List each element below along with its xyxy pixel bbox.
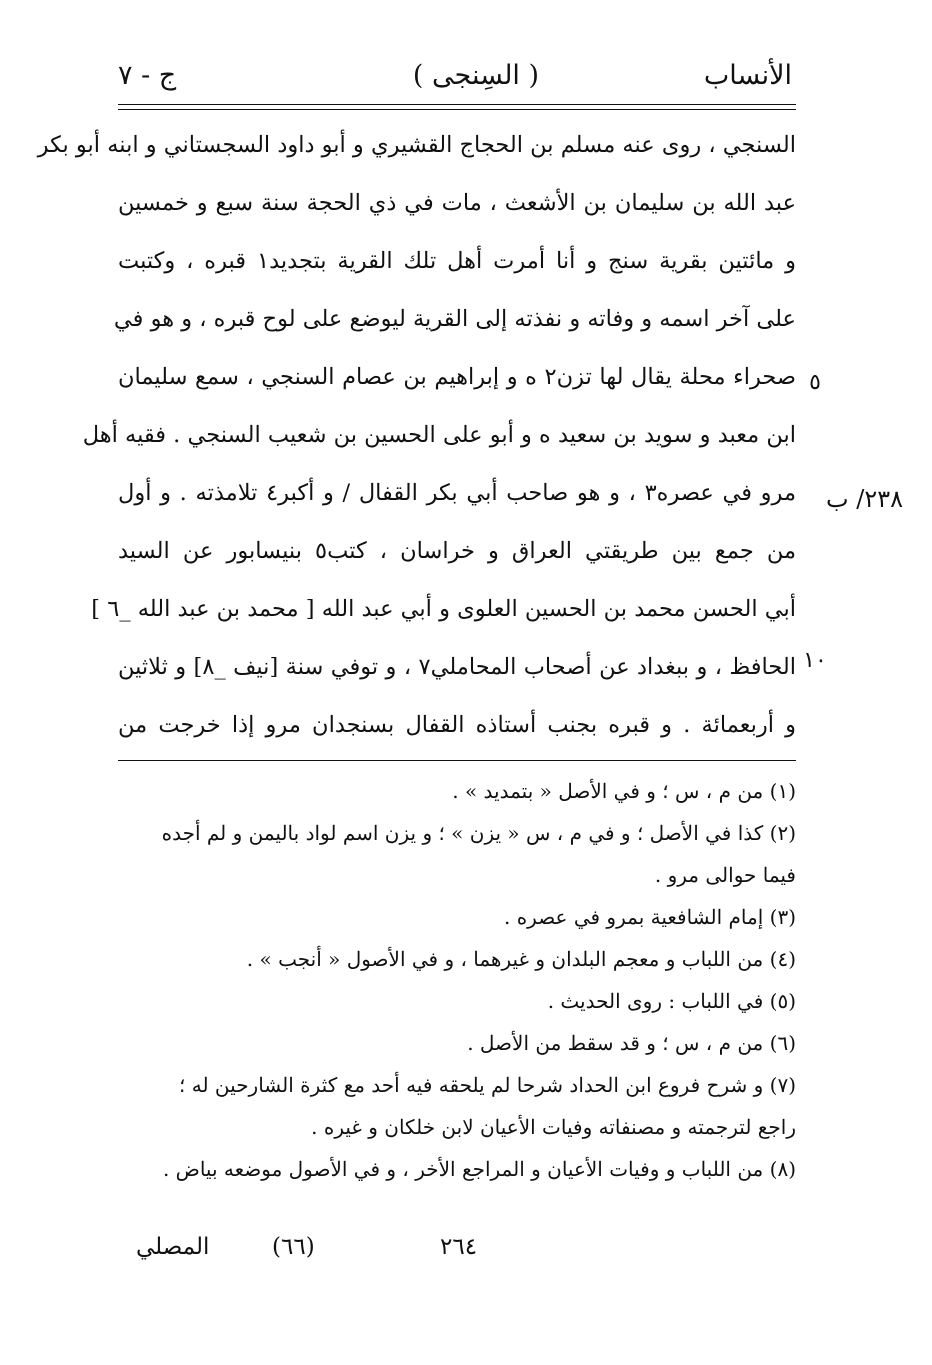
- footnote: (١) من م ، س ؛ و في الأصل « بتمديد » .: [452, 779, 796, 803]
- running-head-book-title: الأنساب: [703, 60, 792, 91]
- footnote-rule: [118, 760, 796, 761]
- text-line: على آخر اسمه و وفاته و نفذته إلى القرية ليوضع على لوح قبره ، و هو في: [113, 306, 796, 332]
- header-rule: [118, 104, 796, 105]
- signature-number: (٦٦): [272, 1234, 315, 1260]
- line-number-5: ٥: [809, 370, 821, 395]
- footnote: (٥) في اللباب : روى الحديث .: [547, 989, 796, 1013]
- text-line: من جمع بين طريقتي العراق و خراسان ، كتب٥ بنيسابور عن السيد: [118, 538, 797, 564]
- running-head-entry: ( السِنجى ): [412, 60, 540, 91]
- footnote: (٦) من م ، س ؛ و قد سقط من الأصل .: [467, 1031, 796, 1055]
- main-text: [37, 122, 797, 760]
- text-line: صحراء محلة يقال لها تزن٢ ه و إبراهيم بن عصام السنجي ، سمع سليمان: [118, 364, 796, 390]
- header-rule-double: [118, 109, 796, 110]
- text-line: أبي الحسن محمد بن الحسين العلوى و أبي عبد الله [ محمد بن عبد الله _٦ ]: [91, 596, 796, 622]
- line-number-10: ١٠: [803, 648, 827, 673]
- footnote: (٨) من اللباب و وفيات الأعيان و المراجع الأخر ، و في الأصول موضعه بياض .: [162, 1157, 796, 1181]
- text-line: الحافظ ، و ببغداد عن أصحاب المحاملي٧ ، و توفي سنة [نيف _٨] و ثلاثين: [118, 654, 796, 680]
- footnote: (٧) و شرح فروع ابن الحداد شرحا لم يلحقه فيه أحد مع كثرة الشارحين له ؛: [179, 1073, 796, 1097]
- footnote: (٤) من اللباب و معجم البلدان و غيرهما ، و في الأصول « أنجب » .: [246, 947, 796, 971]
- text-line: مرو في عصره٣ ، و هو صاحب أبي بكر القفال / و أكبر٤ تلامذته . و أول: [118, 480, 797, 506]
- text-line: عبد الله بن سليمان بن الأشعث ، مات في ذي الحجة سنة سبع و خمسين: [118, 190, 796, 216]
- running-head-volume: ج - ٧: [118, 60, 177, 91]
- footnote-continuation: راجع لترجمته و مصنفاته وفيات الأعيان لابن خلكان و غيره .: [311, 1115, 796, 1139]
- page-number: ٢٦٤: [440, 1234, 478, 1260]
- text-line: و أربعمائة . و قبره بجنب أستاذه القفال بسنجدان مرو إذا خرجت من: [118, 712, 796, 738]
- text-line: و مائتين بقرية سنج و أنا أمرت أهل تلك القرية بتجديد١ قبره ، وكتبت: [118, 248, 797, 274]
- footnotes: [110, 770, 796, 1190]
- text-line: ابن معبد و سويد بن سعيد ه و أبو على الحسين بن شعيب السنجي . فقيه أهل: [82, 422, 796, 448]
- footnote: (٣) إمام الشافعية بمرو في عصره .: [503, 905, 796, 929]
- margin-folio-mark: ٢٣٨/ ب: [826, 485, 903, 513]
- footnote: (٢) كذا في الأصل ؛ و في م ، س « يزن » ؛ و يزن اسم لواد باليمن و لم أجده: [161, 821, 796, 845]
- footnote-continuation: فيما حوالى مرو .: [654, 863, 796, 887]
- text-line: السنجي ، روى عنه مسلم بن الحجاج القشيري و أبو داود السجستاني و ابنه أبو بكر: [37, 132, 796, 158]
- footer-source-label: المصلي: [136, 1234, 210, 1260]
